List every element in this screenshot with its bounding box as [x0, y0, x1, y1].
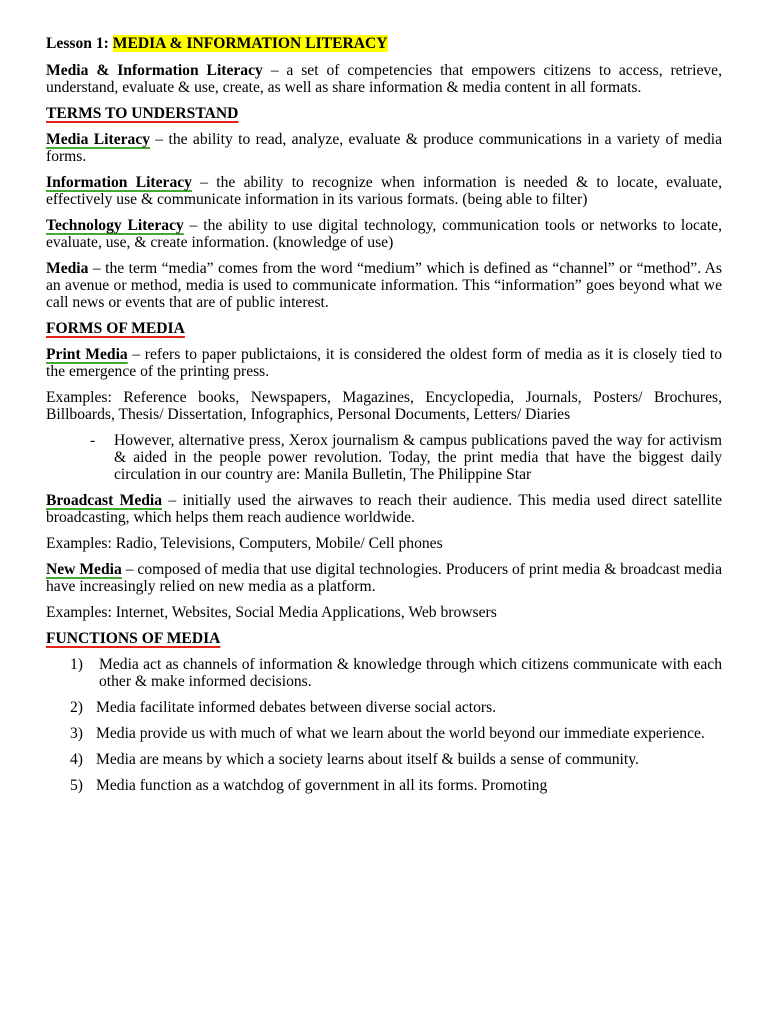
term-information-literacy-text: – the ability to recognize when information is needed & to locate, evaluate, effectively use & communicate information in its various formats. (being able to filter) — [46, 174, 722, 208]
list-item-text: Media facilitate informed debates between diverse social actors. — [96, 699, 497, 716]
list-number: 4) — [70, 751, 83, 768]
broadcast-media — [46, 492, 722, 526]
list-item-text: Media are means by which a society learns about itself & builds a sense of community. — [96, 751, 639, 768]
list-number: 5) — [70, 777, 83, 794]
forms-heading-text: FORMS OF MEDIA — [46, 320, 185, 337]
list-item — [70, 751, 722, 768]
term-technology-literacy-name: Technology Literacy — [46, 217, 184, 234]
terms-heading — [46, 105, 722, 122]
terms-heading-text: TERMS TO UNDERSTAND — [46, 105, 239, 122]
list-item-text: Media provide us with much of what we learn about the world beyond our immediate experience. — [96, 725, 705, 742]
term-information-literacy — [46, 174, 722, 208]
list-item — [90, 432, 722, 483]
list-number: 2) — [70, 699, 83, 716]
mil-definition — [46, 62, 722, 96]
new-media-term: New Media — [46, 561, 122, 578]
list-item — [70, 699, 722, 716]
list-item — [70, 725, 722, 742]
lesson-title-text: MEDIA & INFORMATION LITERACY — [112, 35, 388, 52]
lesson-title — [46, 35, 722, 52]
print-media-text: – refers to paper publictaions, it is considered the oldest form of media as it is closely tied to the emergence of the printing press. — [46, 346, 723, 380]
mil-definition-text: – a set of competencies that empowers citizens to access, retrieve, understand, evaluate & use, create, as well as share information & media content in all formats. — [46, 62, 722, 96]
term-media-literacy-text: – the ability to read, analyze, evaluate & produce communications in a variety of media forms. — [46, 131, 722, 165]
term-information-literacy-name: Information Literacy — [46, 174, 192, 191]
functions-list — [46, 656, 722, 794]
list-item-text: Media act as channels of information & knowledge through which citizens communicate with each other & make informed decisions. — [99, 656, 722, 690]
bullet-dash: - — [90, 432, 96, 449]
list-item-text: Media function as a watchdog of government in all its forms. Promoting — [96, 777, 548, 794]
broadcast-media-examples: Examples: Radio, Televisions, Computers, Mobile/ Cell phones — [46, 535, 443, 552]
lesson-prefix: Lesson 1: — [46, 35, 109, 52]
broadcast-media-term: Broadcast Media — [46, 492, 163, 509]
term-media-literacy — [46, 131, 722, 165]
term-media-name: Media — [46, 260, 89, 277]
broadcast-media-text: – initially used the airwaves to reach their audience. This media used direct satellite broadcasting, which helps them reach audience worldwide. — [46, 492, 722, 526]
forms-heading — [46, 320, 722, 337]
list-number: 1) — [70, 656, 83, 673]
term-media-text: – the term “media” comes from the word “medium” which is defined as “channel” or “method”. As an avenue or method, media is used to communicate information. This “information” goes beyond what we call news or events that are of public interest. — [46, 260, 722, 311]
mil-term: Media & Information Literacy — [46, 62, 263, 79]
print-media-term: Print Media — [46, 346, 128, 363]
print-media-note-text: However, alternative press, Xerox journalism & campus publications paved the way for activism & aided in the people power revolution. Today, the print media that have the biggest daily circulation in our country are: Manila Bulletin, The Philippine Star — [114, 432, 722, 483]
new-media-text: – composed of media that use digital technologies. Producers of print media & broadcast media have increasingly relied on new media as a platform. — [46, 561, 723, 595]
print-media — [46, 346, 722, 380]
term-technology-literacy-text: – the ability to use digital technology, communication tools or networks to locate, evaluate, use, & create information. (knowledge of use) — [46, 217, 722, 251]
list-item — [70, 777, 722, 794]
print-media-examples: Examples: Reference books, Newspapers, Magazines, Encyclopedia, Journals, Posters/ Brochures, Billboards, Thesis/ Dissertation, Infographics, Personal Documents, Letters/ Diaries — [46, 389, 722, 423]
new-media — [46, 561, 722, 595]
print-media-notes — [46, 432, 722, 483]
list-number: 3) — [70, 725, 83, 742]
list-item — [70, 656, 722, 690]
term-media — [46, 260, 722, 311]
term-technology-literacy — [46, 217, 722, 251]
functions-heading — [46, 630, 722, 647]
new-media-examples: Examples: Internet, Websites, Social Media Applications, Web browsers — [46, 604, 497, 621]
functions-heading-text: FUNCTIONS OF MEDIA — [46, 630, 221, 647]
term-media-literacy-name: Media Literacy — [46, 131, 151, 148]
